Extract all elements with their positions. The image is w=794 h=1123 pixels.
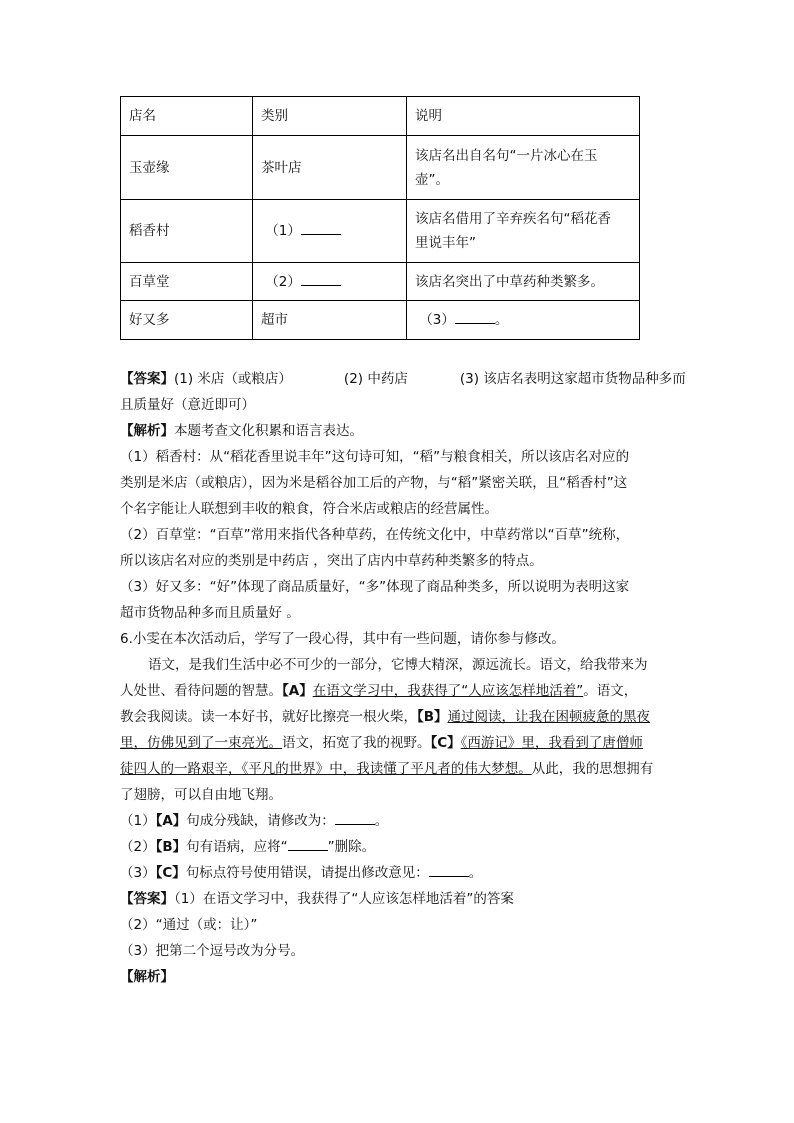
blank-line <box>429 862 469 877</box>
analysis-label: 【解析】 <box>120 423 174 439</box>
desc-line: 该店名出自名句“一片冰心在玉 <box>415 147 598 164</box>
table-row <box>121 301 640 340</box>
answer-line <box>120 366 686 392</box>
analysis-line <box>120 964 680 990</box>
passage-line: 语文，是我们生活中必不可少的一部分，它博大精深，源远流长。语文，给我带来为 <box>148 657 648 673</box>
table-cell-category: 茶叶店 <box>253 136 407 200</box>
table-header-row <box>121 97 640 136</box>
analysis-text: 个名字能让人联想到丰收的粮食，符合米店或粮店的经营属性。 <box>120 501 498 517</box>
table-cell-desc <box>407 301 640 340</box>
desc-line: 该店名借用了辛弃疾名句“稻花香 <box>415 211 611 227</box>
blank-line <box>455 309 495 324</box>
passage-line: 了翅膀，可以自由地飞翔。 <box>120 787 282 803</box>
sub-question: （1）【A】句成分残缺，请修改为： 。 <box>120 808 680 834</box>
sub-question: （2）【B】句有语病，应将“ ”删除。 <box>120 834 680 860</box>
answer-item: (2) 中药店 <box>343 371 408 387</box>
sentence-c: 《西游记》里，我看到了唐僧师 <box>460 735 643 751</box>
mark-c: 【C】 <box>430 735 461 751</box>
table-cell-category <box>253 263 407 301</box>
table-cell-category: 超市 <box>253 301 407 340</box>
answer-analysis-section <box>120 366 686 990</box>
blank-line <box>288 836 328 851</box>
blank-line <box>301 220 341 235</box>
table-cell-desc: 该店名突出了中草药种类繁多。 <box>407 263 640 301</box>
mark-b: 【B】 <box>417 709 448 725</box>
answer-line: （3）把第二个逗号改为分号。 <box>120 943 305 959</box>
table-cell-name: 好又多 <box>121 301 253 340</box>
table-cell-name: 稻香村 <box>121 200 253 263</box>
blank-suffix: 。 <box>494 312 509 328</box>
answer-item: (3) 该店名表明这家超市货物品种多而 <box>459 371 686 387</box>
table-header-cell: 店名 <box>121 97 253 136</box>
blank-label: （2） <box>265 273 301 290</box>
sentence-b: 通过阅读，让我在困顿疲惫的黑夜 <box>447 709 651 725</box>
analysis-text: 所以该店名对应的类别是中药店 ，突出了店内中草药种类繁多的特点。 <box>120 553 543 569</box>
answer-label: 【答案】 <box>120 891 174 907</box>
analysis-text: 类别是米店（或粮店），因为米是稻谷加工后的产物，与“稻”紧密关联，且“稻香村”这 <box>120 475 628 491</box>
passage-line: 里，仿佛见到了一束亮光。语文，拓宽了我的视野。【C】《西游记》里，我看到了唐僧师 <box>120 735 643 751</box>
passage-line: 徒四人的一路艰辛，《平凡的世界》中，我读懂了平凡者的伟大梦想。从此，我的思想拥有 <box>120 761 654 777</box>
desc-line: 壶”。 <box>415 171 449 188</box>
analysis-text: （2）百草堂：“百草”常用来指代各种草药，在传统文化中，中草药常以“百草”统称， <box>120 527 630 543</box>
analysis-text: 超市货物品种多而且质量好 。 <box>120 605 300 621</box>
sub-question: （3）【C】句标点符号使用错误，请提出修改意见： 。 <box>120 860 680 886</box>
analysis-line <box>120 418 680 444</box>
table-header-cell: 类别 <box>253 97 407 136</box>
table-cell-name: 百草堂 <box>121 263 253 301</box>
analysis-label: 【解析】 <box>120 969 174 985</box>
blank-line <box>301 271 341 286</box>
table-row <box>121 136 640 200</box>
sentence-a: 在语文学习中，我获得了“人应该怎样地活着” <box>312 683 584 699</box>
desc-line: 里说丰年” <box>415 235 476 251</box>
analysis-intro: 本题考查文化积累和语言表达。 <box>174 423 363 439</box>
passage-line: 教会我阅读。读一本好书，就好比擦亮一根火柴，【B】通过阅读，让我在困顿疲惫的黑夜 <box>120 709 651 725</box>
answer-continuation: 且质量好（意近即可） <box>120 397 255 413</box>
shop-name-table <box>120 96 640 340</box>
passage-line: 人处世、看待问题的智慧。【A】在语文学习中，我获得了“人应该怎样地活着”。语文， <box>120 683 638 699</box>
table-cell-desc <box>407 136 640 200</box>
analysis-text: （1）稻香村：从“稻花香里说丰年”这句诗可知，“稻”与粮食相关，所以该店名对应的 <box>120 449 630 465</box>
answer-line: 【答案】（1）在语文学习中，我获得了“人应该怎样地活着”的答案 <box>120 891 514 907</box>
blank-label: （1） <box>265 223 301 239</box>
table-header-cell: 说明 <box>407 97 640 136</box>
table-cell-category <box>253 200 407 263</box>
question-stem: 6.小雯在本次活动后，学写了一段心得，其中有一些问题，请你参与修改。 <box>120 631 565 647</box>
table-row <box>121 200 640 263</box>
answer-item: (1) 米店（或粮店） <box>174 371 292 387</box>
blank-line <box>335 810 375 825</box>
mark-a: 【A】 <box>282 683 313 699</box>
analysis-text: （3）好又多：“好”体现了商品质量好，“多”体现了商品种类多，所以说明为表明这家 <box>120 579 630 595</box>
table-row <box>121 263 640 301</box>
blank-label: （3） <box>419 312 455 328</box>
table-cell-name: 玉壶缘 <box>121 136 253 200</box>
answer-label: 【答案】 <box>120 371 174 387</box>
sentence-b: 里，仿佛见到了一束亮光。 <box>120 735 282 751</box>
answer-line: （2）“通过（或：让）” <box>120 917 258 933</box>
sentence-c: 徒四人的一路艰辛，《平凡的世界》中，我读懂了平凡者的伟大梦想。 <box>120 761 532 777</box>
table-cell-desc <box>407 200 640 263</box>
